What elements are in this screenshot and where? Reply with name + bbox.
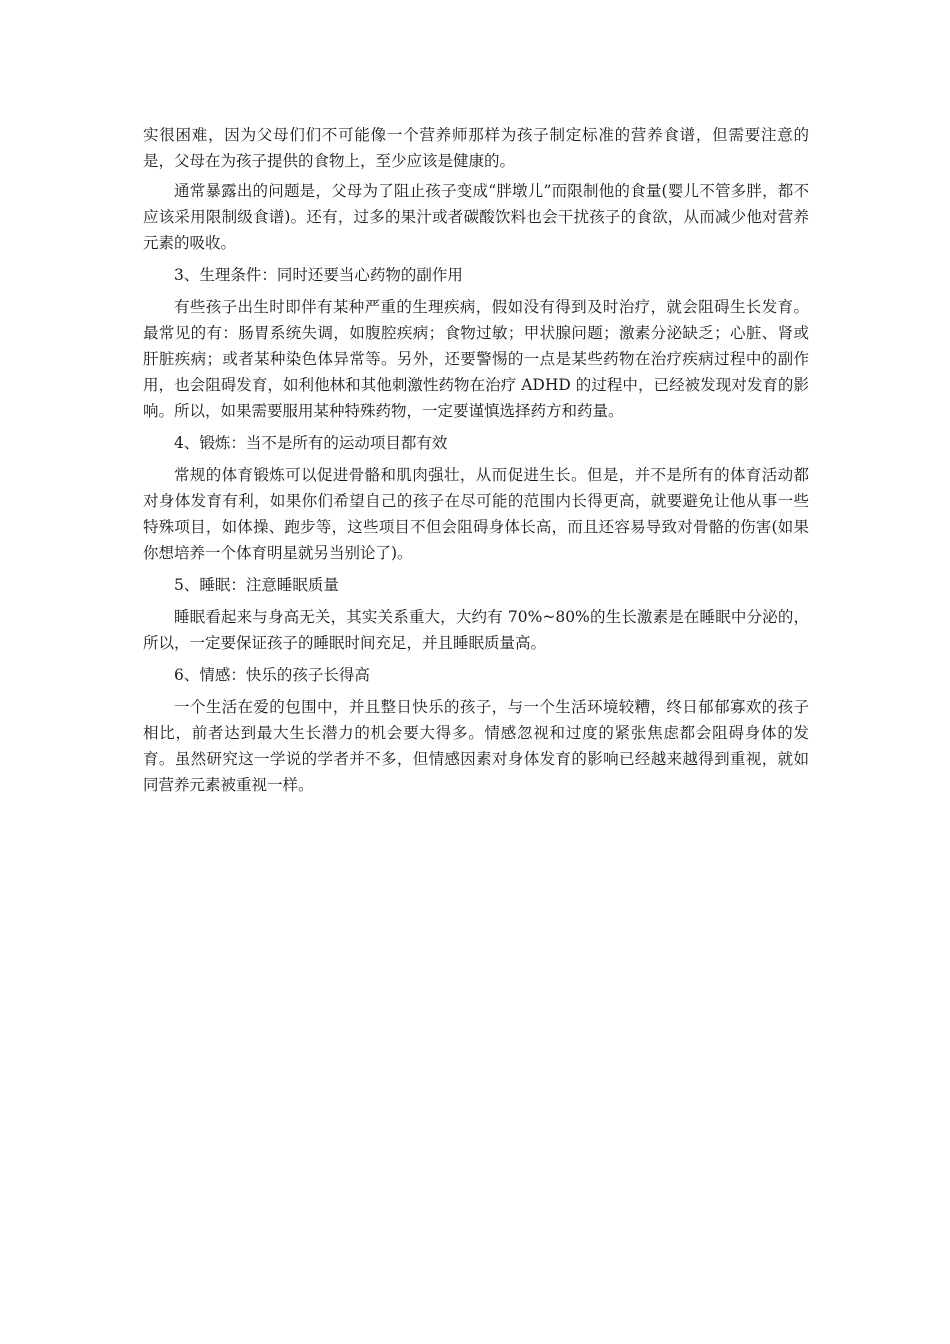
paragraph-emotion: 一个生活在爱的包围中，并且整日快乐的孩子，与一个生活环境较糟，终日郁郁寡欢的孩子相比，前者达到最大生长潜力的机会要大得多。情感忽视和过度的紧张焦虑都会阻碍身体的发育。虽然研究这一学说的学者并不多，但情感因素对身体发育的影响已经越来越得到重视，就如同营养元素被重视一样。 (143, 698, 809, 794)
heading-emotion: 6、情感：快乐的孩子长得高 (174, 666, 370, 684)
paragraph-nutrition-continued: 实很困难，因为父母们们不可能像一个营养师那样为孩子制定标准的营养食谱，但需要注意的是，父母在为孩子提供的食物上，至少应该是健康的。 (143, 126, 809, 170)
heading-physiology: 3、生理条件：同时还要当心药物的副作用 (174, 266, 463, 284)
heading-exercise: 4、锻炼：当不是所有的运动项目都有效 (174, 434, 448, 452)
paragraph-food-restriction: 通常暴露出的问题是，父母为了阻止孩子变成“胖墩儿”而限制他的食量(婴儿不管多胖，都不应该采用限制级食谱)。还有，过多的果汁或者碳酸饮料也会干扰孩子的食欲，从而减少他对营养元素的吸收。 (143, 182, 809, 252)
paragraph-physiology: 有些孩子出生时即伴有某种严重的生理疾病，假如没有得到及时治疗，就会阻碍生长发育。最常见的有：肠胃系统失调，如腹腔疾病；食物过敏；甲状腺问题；激素分泌缺乏；心脏、肾或肝脏疾病；或者某种染色体异常等。另外，还要警惕的一点是某些药物在治疗疾病过程中的副作用，也会阻碍发育，如利他林和其他刺激性药物在治疗 ADHD 的过程中，已经被发现对发育的影响。所以，如果需要服用某种特殊药物，一定要谨慎选择药方和药量。 (143, 298, 809, 420)
paragraph-exercise: 常规的体育锻炼可以促进骨骼和肌肉强壮，从而促进生长。但是，并不是所有的体育活动都对身体发育有利，如果你们希望自己的孩子在尽可能的范围内长得更高，就要避免让他从事一些特殊项目，如体操、跑步等，这些项目不但会阻碍身体长高，而且还容易导致对骨骼的伤害(如果你想培养一个体育明星就另当别论了)。 (143, 466, 809, 562)
document-body (143, 122, 809, 798)
heading-sleep: 5、睡眠：注意睡眠质量 (174, 576, 339, 594)
paragraph-sleep: 睡眠看起来与身高无关，其实关系重大，大约有 70%~80%的生长激素是在睡眠中分泌的，所以，一定要保证孩子的睡眠时间充足，并且睡眠质量高。 (143, 608, 809, 652)
